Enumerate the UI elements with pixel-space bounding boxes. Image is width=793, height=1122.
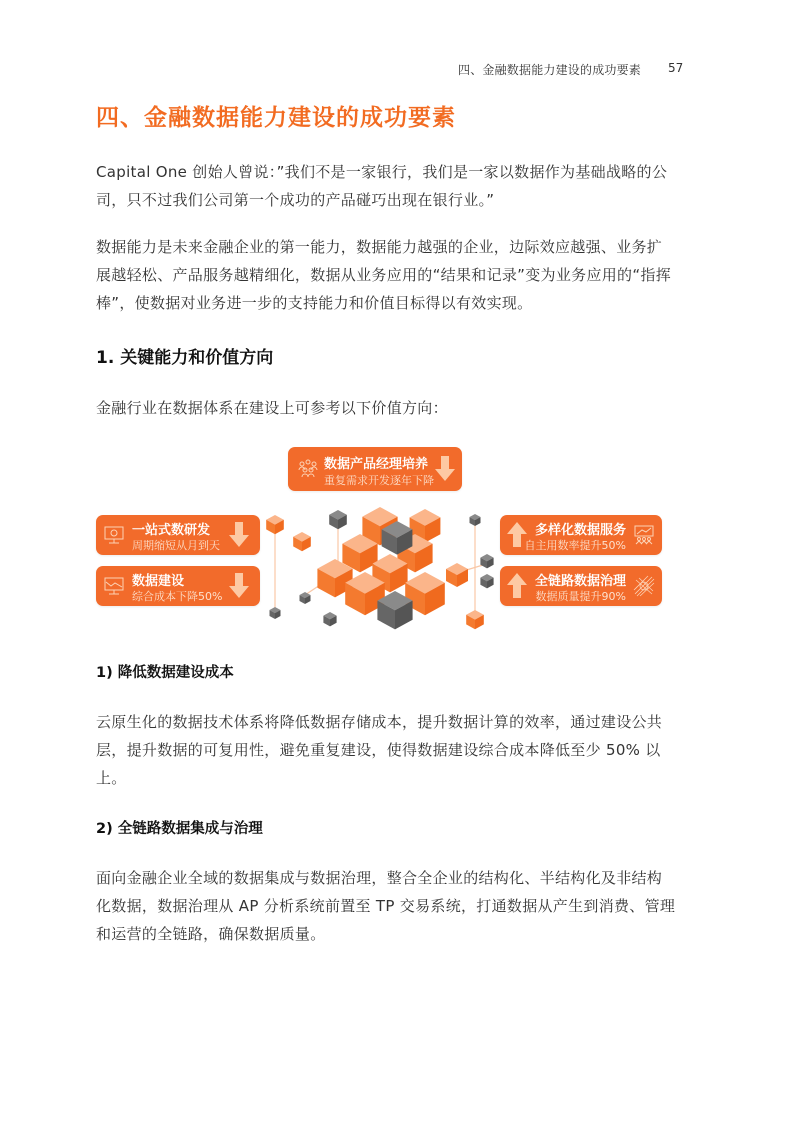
arrow-down-icon	[228, 573, 250, 599]
card-full-chain-governance	[500, 566, 662, 606]
card-title: 一站式数研发	[132, 523, 211, 538]
section-title: 四、金融数据能力建设的成功要素	[96, 105, 456, 131]
arrow-down-icon	[228, 522, 250, 548]
card-title: 数据建设	[132, 574, 185, 589]
monitor-gear-icon	[102, 523, 126, 547]
arrow-up-icon	[506, 573, 528, 599]
intro-paragraph: 数据能力是未来金融企业的第一能力，数据能力越强的企业，边际效应越强、业务扩展越轻松、产品服务越精细化，数据从业务应用的“结果和记录”变为业务应用的“指挥棒”，使数据对业务进一步的支持能力和价值目标得以有效实现。	[96, 238, 672, 312]
quote-paragraph: Capital One 创始人曾说：”我们不是一家银行，我们是一家以数据作为基础战略的公司，只不过我们公司第一个成功的产品碰巧出现在银行业。”	[96, 163, 668, 209]
card-subtitle: 周期缩短从月到天	[132, 539, 220, 552]
monitor-chart-icon	[102, 574, 126, 598]
card-subtitle: 综合成本下降50%	[132, 590, 223, 603]
item-1-title: 1) 降低数据建设成本	[96, 665, 234, 681]
card-subtitle: 数据质量提升90%	[535, 590, 626, 603]
card-title: 多样化数据服务	[534, 523, 626, 538]
item-1-body: 云原生化的数据技术体系将降低数据存储成本，提升数据计算的效率，通过建设公共层，提升数据的可复用性，避免重复建设，使得数据建设综合成本降低至少 50% 以上。	[96, 713, 663, 787]
card-data-construction	[96, 566, 260, 606]
subsection-title: 1. 关键能力和价值方向	[96, 348, 274, 368]
running-header: 四、金融数据能力建设的成功要素	[458, 63, 642, 77]
card-subtitle: 自主用数率提升50%	[524, 539, 626, 552]
subsection-intro: 金融行业在数据体系在建设上可参考以下价值方向：	[96, 399, 448, 417]
value-direction-figure	[90, 440, 690, 640]
network-mesh-icon	[632, 574, 656, 598]
item-2-title: 2) 全链路数据集成与治理	[96, 821, 263, 837]
page-number: 57	[668, 61, 684, 75]
card-subtitle: 重复需求开发逐年下降	[324, 474, 434, 487]
people-group-icon	[296, 457, 320, 481]
cubes-illustration-icon	[265, 495, 515, 640]
card-data-product-manager	[288, 447, 462, 491]
item-2-body: 面向金融企业全域的数据集成与数据治理，整合全企业的结构化、半结构化及非结构化数据，数据治理从 AP 分析系统前置至 TP 交易系统，打通数据从产生到消费、管理和运营的全链路，确保数据质量。	[96, 869, 676, 943]
card-diverse-data-services	[500, 515, 662, 555]
arrow-down-icon	[434, 456, 456, 482]
presentation-people-icon	[632, 523, 656, 547]
card-title: 数据产品经理培养	[324, 457, 429, 472]
card-one-stop-rd	[96, 515, 260, 555]
card-title: 全链路数据治理	[534, 574, 626, 589]
